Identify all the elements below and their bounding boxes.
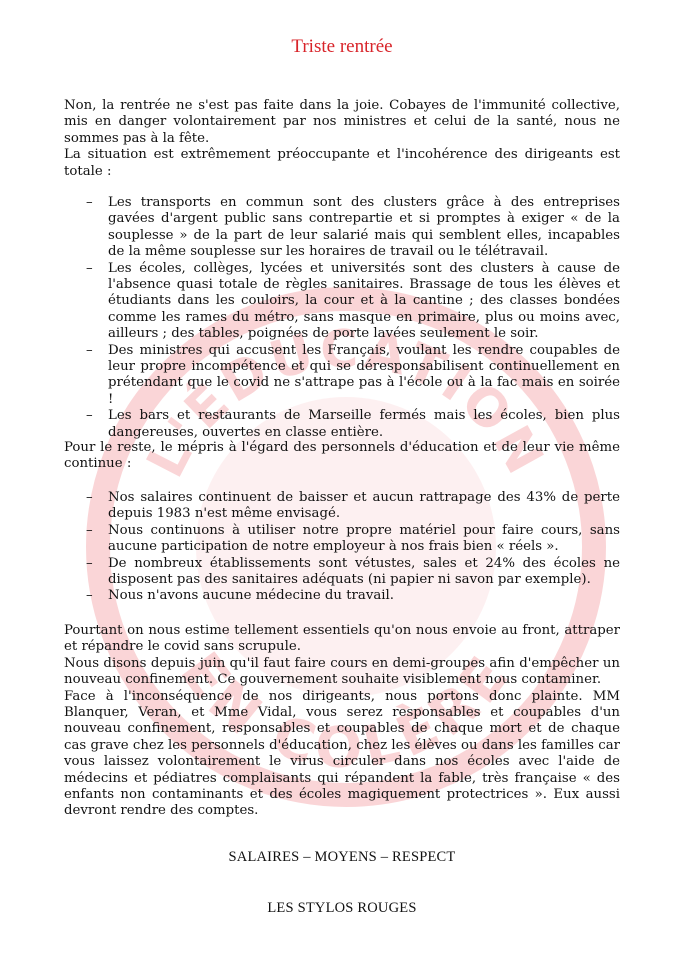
list-item: – Des ministres qui accusent les Français, voulant les rendre coupables de leur propre incompétence et qui se déresponsabilisent continuellement en prétendant que le covid ne s'attrape pas à l'école ou à la fac mais en soirée ! [86,342,620,407]
intro-paragraph-2: La situation est extrêmement préoccupante et l'incohérence des dirigeants est totale : [64,147,620,179]
intro-block [64,98,620,180]
bullet-dash: – [86,588,93,604]
slogan: SALAIRES – MOYENS – RESPECT [228,849,456,865]
closing-block [64,623,620,820]
bullet-dash: – [86,555,93,571]
bullet-dash: – [86,522,93,538]
signature: LES STYLOS ROUGES [267,900,417,916]
closing-paragraph-3: Face à l'inconséquence de nos dirigeants, nous portons donc plainte. MM Blanquer, Veran, et Mme Vidal, vous serez responsables et coupables d'un nouveau confinement, responsables et coupables de chaque mort et de chaque cas grave chez les personnels d'éducation, chez les élèves ou dans les familles car vous laissez volontairement le virus circuler dans nos écoles avec l'aide de médecins et pédiatres complaisants qui répandent la fable, très française « des enfants non contaminants et des écoles magiquement protectrices ». Eux aussi devront rendre des comptes. [64,688,620,819]
bullet-dash: – [86,342,93,358]
grievance-list [64,195,620,441]
middle-paragraph: Pour le reste, le mépris à l'égard des personnels d'éducation et de leur vie même continue : [64,440,620,472]
contempt-list [64,490,620,605]
list-item: – Les écoles, collèges, lycées et universités sont des clusters à cause de l'absence quasi totale de règles sanitaires. Brassage de tous les élèves et étudiants dans les couloirs, la cour et à la cantine ; des classes bondées comme les rames du métro, sans masque en primaire, plus ou moins avec, ailleurs ; des tables, poignées de porte lavées seulement le soir. [86,260,620,342]
list-item: – Nos salaires continuent de baisser et aucun rattrapage des 43% de perte depuis 1983 n'est même envisagé. [86,490,620,522]
list-item: – Nous n'avons aucune médecine du travail. [86,588,395,604]
bullet-dash: – [86,260,93,276]
bullet-dash: – [86,195,93,210]
list-item: – Nous continuons à utiliser notre propre matériel pour faire cours, sans aucune participation de notre employeur à nos frais bien « réels ». [86,522,620,555]
bullet-dash: – [86,408,93,424]
watermark-top-text: L'ÉDUCATION [135,319,557,487]
list-item: – Les transports en commun sont des clusters grâce à des entreprises gavées d'argent public sans contrepartie et si promptes à exiger « de la souplesse » de la part de leur salarié mais qui semblent elles, incapables de la même souplesse sur les horaires de travail ou le télétravail. [86,195,620,260]
list-item: – Les bars et restaurants de Marseille fermés mais les écoles, bien plus dangereuses, ouvertes en classe entière. [86,408,620,440]
closing-paragraph-2: Nous disons depuis juin qu'il faut faire cours en demi-groupes afin d'empêcher un nouveau confinement. Ce gouvernement souhaite visiblement nous contaminer. [64,655,620,688]
bullet-dash: – [86,490,93,505]
page-title: Triste rentrée [291,36,393,57]
list-item: – De nombreux établissements sont vétustes, sales et 24% des écoles ne disposent pas des sanitaires adéquats (ni papier ni savon par exemple). [86,555,620,588]
intro-paragraph-1: Non, la rentrée ne s'est pas faite dans la joie. Cobayes de l'immunité collective, mis en danger volontairement par nos ministres et celui de la santé, nous ne sommes pas à la fête. [64,98,620,146]
watermark-bottom-text: EN COLÈRE [167,641,525,782]
closing-paragraph-1: Pourtant on nous estime tellement essentiels qu'on nous envoie au front, attraper et répandre le covid sans scrupule. [64,623,620,655]
